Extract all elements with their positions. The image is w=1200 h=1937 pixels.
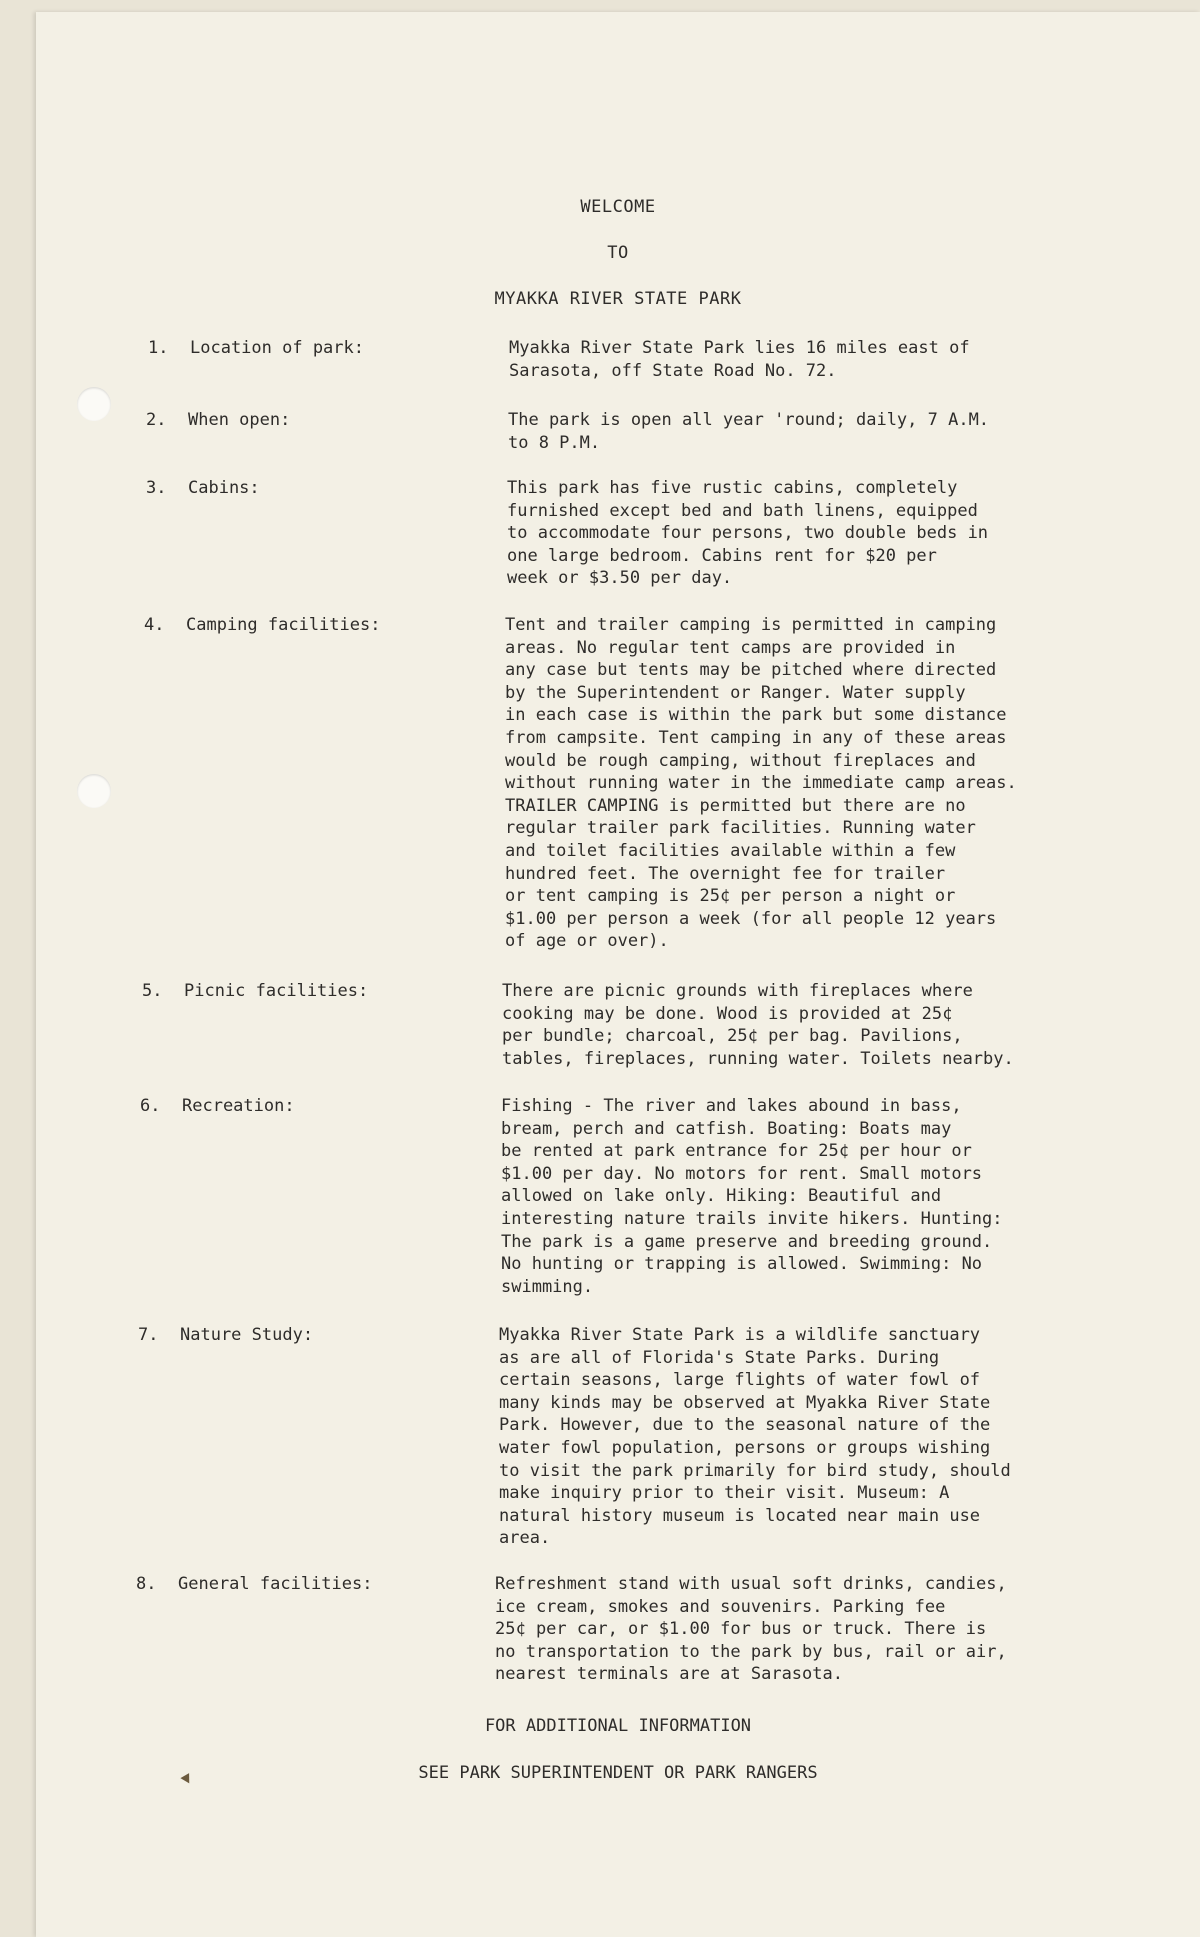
punch-hole [77, 387, 111, 421]
section-label: Cabins: [188, 478, 260, 498]
section-text: There are picnic grounds with fireplaces where cooking may be done. Wood is provided at 25¢ per bundle; charcoal, 25¢ per bag. Pavilions, tables, fireplaces, running water. Toilets nearby. [502, 981, 1014, 1069]
footer-contact: SEE PARK SUPERINTENDENT OR PARK RANGERS [418, 1763, 818, 1783]
section-number: 2. [146, 410, 167, 430]
section-text: The park is open all year 'round; daily, 7 A.M. to 8 P.M. [508, 410, 990, 453]
section-number: 4. [144, 615, 165, 635]
heading-to: TO [607, 243, 629, 263]
heading-welcome: WELCOME [580, 197, 656, 217]
section-number: 3. [146, 478, 167, 498]
section-label: When open: [188, 410, 291, 430]
footer-additional-info: FOR ADDITIONAL INFORMATION [484, 1716, 752, 1736]
section-label: Picnic facilities: [184, 981, 369, 1001]
section-label: Camping facilities: [186, 615, 381, 635]
section-label: Recreation: [182, 1096, 295, 1116]
section-text: Fishing - The river and lakes abound in bass, bream, perch and catfish. Boating: Boats may be rented at park entrance for 25¢ per hour or $1.00 per day. No motors for rent. Small motors allowed on lake only. Hiking: Beautiful and interesting nature trails invite hikers. Hunting: The park is a game preserve and breeding ground. No hunting or trapping is allowed. Swimming: No swimming. [501, 1096, 1003, 1297]
section-text: Myakka River State Park lies 16 miles east of Sarasota, off State Road No. 72. [509, 338, 970, 381]
section-number: 6. [140, 1096, 161, 1116]
section-number: 8. [136, 1574, 157, 1594]
section-number: 7. [138, 1325, 159, 1345]
heading-park-name: MYAKKA RIVER STATE PARK [494, 289, 742, 309]
section-number: 1. [148, 338, 169, 358]
section-label: General facilities: [178, 1574, 373, 1594]
section-number: 5. [142, 981, 163, 1001]
section-text: Myakka River State Park is a wildlife sanctuary as are all of Florida's State Parks. During certain seasons, large flights of water fowl of many kinds may be observed at Myakka River State Park. However, due to the seasonal nature of the water fowl population, persons or groups wishing to visit the park primarily for bird study, should make inquiry prior to their visit. Museum: A natural history museum is located near main use area. [499, 1325, 1011, 1549]
section-label: Location of park: [190, 338, 364, 358]
section-text: Tent and trailer camping is permitted in camping areas. No regular tent camps are provided in any case but tents may be pitched where directed by the Superintendent or Ranger. Water supply in each case is within the park but some distance from campsite. Tent camping in any of these areas would be rough camping, without fireplaces and without running water in the immediate camp areas. TRAILER CAMPING is permitted but there are no regular trailer park facilities. Running water and toilet facilities available within a few hundred feet. The overnight fee for trailer or tent camping is 25¢ per person a night or $1.00 per person a week (for all people 12 years of age or over). [505, 615, 1017, 952]
section-text: This park has five rustic cabins, completely furnished except bed and bath linens, equipped to accommodate four persons, two double beds in one large bedroom. Cabins rent for $20 per week or $3.50 per day. [507, 478, 989, 589]
punch-hole [77, 774, 111, 808]
section-label: Nature Study: [180, 1325, 314, 1345]
document-page [36, 12, 1200, 1937]
section-text: Refreshment stand with usual soft drinks, candies, ice cream, smokes and souvenirs. Parking fee 25¢ per car, or $1.00 for bus or truck. There is no transportation to the park by bus, rail or air, nearest terminals are at Sarasota. [495, 1574, 1007, 1685]
